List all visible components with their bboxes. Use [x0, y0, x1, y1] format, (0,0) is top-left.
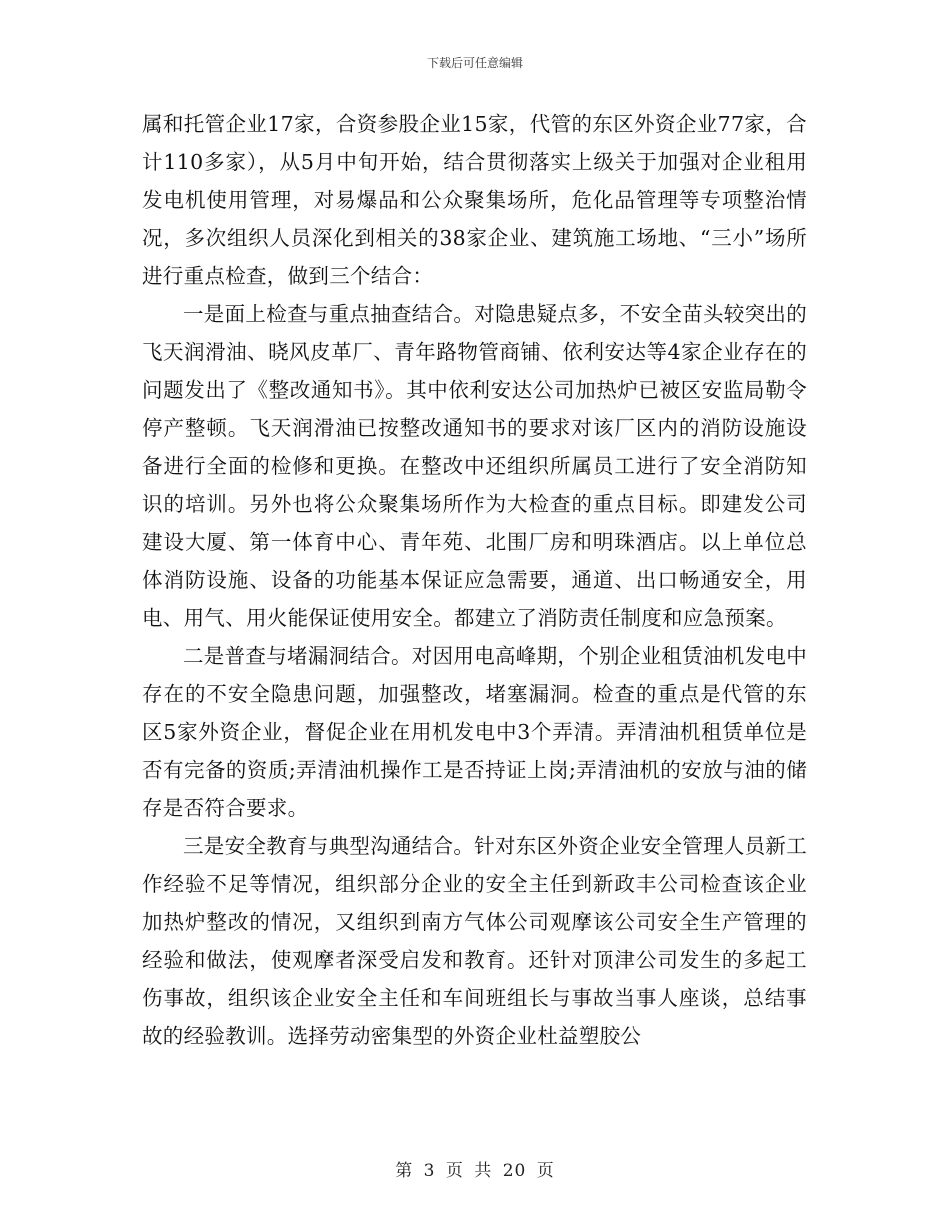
footer-page-word: 页 [445, 1161, 464, 1181]
footer-total-word: 共 [474, 1161, 493, 1181]
paragraph-spot-check: 一是面上检查与重点抽查结合。对隐患疑点多，不安全苗头较突出的飞天润滑油、晓风皮革厂、青年路物管商铺、依利安达等4家企业存在的问题发出了《整改通知书》。其中依利安达公司加热炉已被区安监局勒令停产整顿。飞天润滑油已按整改通知书的要求对该厂区内的消防设施设备进行全面的检修和更换。在整改中还组织所属员工进行了安全消防知识的培训。另外也将公众聚集场所作为大检查的重点目标。即建发公司建设大厦、第一体育中心、青年苑、北围厂房和明珠酒店。以上单位总体消防设施、设备的功能基本保证应急需要，通道、出口畅通安全，用电、用气、用火能保证使用安全。都建立了消防责任制度和应急预案。 [142, 302, 807, 630]
paragraph-continuation: 属和托管企业17家，合资参股企业15家，代管的东区外资企业77家，合计110多家），从5月中旬开始，结合贯彻落实上级关于加强对企业租用发电机使用管理，对易爆品和公众聚集场所，危化品管理等专项整治情况，多次组织人员深化到相关的38家企业、建筑施工场地、“三小”场所进行重点检查，做到三个结合： [142, 112, 807, 288]
page-header: 下载后可任意编辑 [426, 56, 523, 70]
document-body [142, 105, 807, 1055]
footer-total-pages: 20 [502, 1161, 527, 1181]
footer-suffix: 页 [536, 1161, 555, 1181]
footer-prefix: 第 [395, 1161, 414, 1181]
paragraph-loophole: 二是普查与堵漏洞结合。对因用电高峰期，个别企业租赁油机发电中存在的不安全隐患问题，加强整改，堵塞漏洞。检查的重点是代管的东区5家外资企业，督促企业在用机发电中3个弄清。弄清油机租赁单位是否有完备的资质;弄清油机操作工是否持证上岗;弄清油机的安放与油的储存是否符合要求。 [142, 644, 807, 820]
page-footer [0, 1156, 950, 1181]
footer-page-number: 3 [423, 1161, 436, 1181]
paragraph-safety-education: 三是安全教育与典型沟通结合。针对东区外资企业安全管理人员新工作经验不足等情况，组织部分企业的安全主任到新政丰公司检查该企业加热炉整改的情况，又组织到南方气体公司观摩该公司安全生产管理的经验和做法，使观摩者深受启发和教育。还针对顶津公司发生的多起工伤事故，组织该企业安全主任和车间班组长与事故当事人座谈，总结事故的经验教训。选择劳动密集型的外资企业杜益塑胶公 [142, 834, 807, 1048]
